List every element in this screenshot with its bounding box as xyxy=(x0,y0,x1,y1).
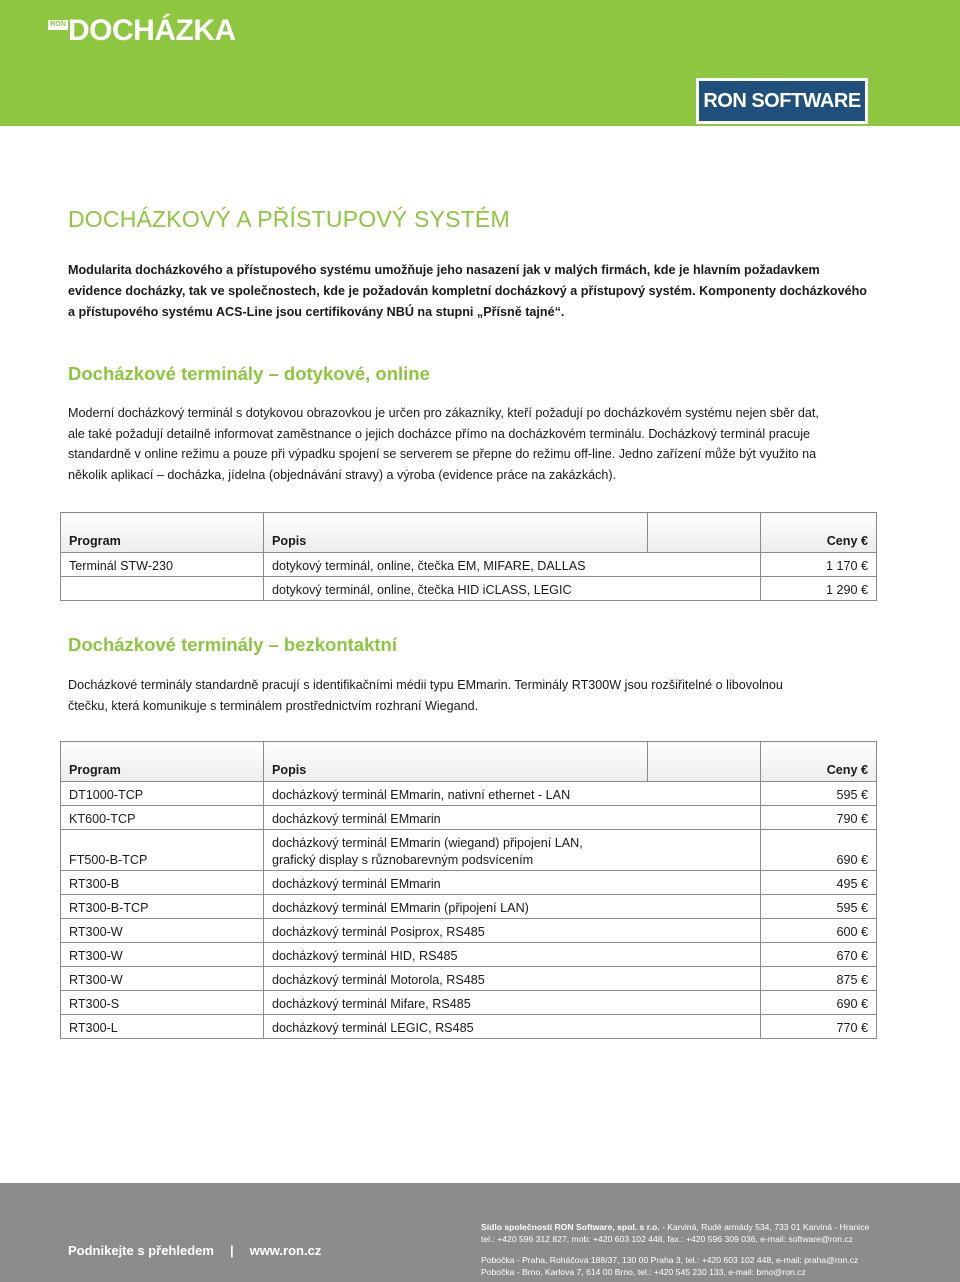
brand-logo-text: RON SOFTWARE xyxy=(703,89,861,112)
cell-program: KT600-TCP xyxy=(61,806,264,830)
cell-cena: 600 € xyxy=(761,919,877,943)
cell-program: Terminál STW-230 xyxy=(61,553,264,577)
section-heading-contactless: Docházkové terminály – bezkontaktní xyxy=(68,634,397,655)
column-header-empty xyxy=(648,742,761,782)
cell-popis: docházkový terminál HID, RS485 xyxy=(264,943,761,967)
table-row xyxy=(61,1015,877,1039)
cell-program: RT300-L xyxy=(61,1015,264,1039)
section-paragraph-touch xyxy=(68,403,878,485)
price-table-touch xyxy=(60,512,877,601)
cell-cena: 875 € xyxy=(761,967,877,991)
ron-small-logo: RON xyxy=(48,20,68,30)
table-row xyxy=(61,991,877,1015)
footer-separator: | xyxy=(229,1243,234,1258)
cell-program: RT300-B xyxy=(61,871,264,895)
footer-hq-address: - Karviná, Rudé armády 534, 733 01 Karviná - Hranice xyxy=(659,1222,870,1232)
table-row xyxy=(61,919,877,943)
price-table-contactless xyxy=(60,741,877,1039)
cell-cena: 1 290 € xyxy=(761,577,877,601)
cell-program: FT500-B-TCP xyxy=(61,830,264,871)
footer-slogan: Podnikejte s přehledem xyxy=(68,1243,214,1258)
cell-popis: docházkový terminál Posiprox, RS485 xyxy=(264,919,761,943)
table-row xyxy=(61,967,877,991)
table-row xyxy=(61,577,877,601)
cell-program xyxy=(61,577,264,601)
cell-cena: 690 € xyxy=(761,991,877,1015)
cell-popis: docházkový terminál EMmarin xyxy=(264,871,761,895)
table-row xyxy=(61,895,877,919)
header-logo xyxy=(48,14,236,48)
cell-program: DT1000-TCP xyxy=(61,782,264,806)
footer-hq-label: Sídlo společnosti RON Software, spol. s r.o. xyxy=(481,1222,660,1232)
cell-cena: 670 € xyxy=(761,943,877,967)
cell-popis xyxy=(264,830,761,871)
section-heading-touch: Docházkové terminály – dotykové, online xyxy=(68,363,430,384)
footer-branch-praha: Pobočka - Praha, Roháčova 188/37, 130 00 Praha 3, tel.: +420 603 102 448, e-mail: praha@ron.cz xyxy=(481,1254,859,1265)
cell-program: RT300-W xyxy=(61,943,264,967)
cell-cena: 595 € xyxy=(761,895,877,919)
paragraph-line: standardně v online režimu a pouze při výpadku spojení se serverem se přepne do režimu off-line. Jedno zařízení může být využito na xyxy=(68,447,817,461)
table-row xyxy=(61,943,877,967)
cell-cena: 495 € xyxy=(761,871,877,895)
page-title: DOCHÁZKOVÝ A PŘÍSTUPOVÝ SYSTÉM xyxy=(68,206,510,232)
table-row xyxy=(61,830,877,871)
footer-hq-line xyxy=(481,1221,951,1233)
intro-line: Modularita docházkového a přístupového systému umožňuje jeho nasazení jak v malých firmách, kde je hlavním požadavkem xyxy=(68,263,820,277)
cell-popis: dotykový terminál, online, čtečka EM, MIFARE, DALLAS xyxy=(264,553,761,577)
cell-program: RT300-W xyxy=(61,967,264,991)
column-header-empty xyxy=(648,513,761,553)
table-header-row xyxy=(61,742,877,782)
paragraph-line: Docházkové terminály standardně pracují s identifikačními médii typu EMmarin. Terminály RT300W jsou rozšiřitelné o libovolnou xyxy=(68,678,783,692)
column-header-ceny: Ceny € xyxy=(761,742,877,782)
footer-slogan-block xyxy=(68,1243,321,1258)
cell-cena: 690 € xyxy=(761,830,877,871)
header-title: DOCHÁZKA xyxy=(68,14,236,47)
cell-popis: docházkový terminál Motorola, RS485 xyxy=(264,967,761,991)
intro-paragraph xyxy=(68,260,878,323)
cell-popis: dotykový terminál, online, čtečka HID iCLASS, LEGIC xyxy=(264,577,761,601)
cell-popis: docházkový terminál LEGIC, RS485 xyxy=(264,1015,761,1039)
cell-program: RT300-W xyxy=(61,919,264,943)
paragraph-line: několik aplikací – docházka, jídelna (objednávání stravy) a výroba (evidence práce na zakázkách). xyxy=(68,467,617,482)
table-row xyxy=(61,806,877,830)
paragraph-line: čtečku, která komunikuje s terminálem prostřednictvím rozhraní Wiegand. xyxy=(68,698,479,713)
table-row xyxy=(61,782,877,806)
cell-popis: docházkový terminál EMmarin xyxy=(264,806,761,830)
cell-cena: 770 € xyxy=(761,1015,877,1039)
table-row xyxy=(61,553,877,577)
cell-popis-line: grafický display s různobarevným podsvícením xyxy=(272,853,534,867)
footer-website-link[interactable]: www.ron.cz xyxy=(249,1243,322,1258)
page-header xyxy=(0,0,960,126)
cell-cena: 790 € xyxy=(761,806,877,830)
page-footer xyxy=(0,1183,960,1282)
footer-branch-brno: Pobočka - Brno, Karlova 7, 614 00 Brno, tel.: +420 545 230 133, e-mail: brno@ron.cz xyxy=(481,1267,806,1278)
column-header-popis: Popis xyxy=(264,742,648,782)
footer-contacts xyxy=(481,1221,951,1279)
brand-logo xyxy=(696,78,868,124)
footer-hq-contact: tel.: +420 596 312 827, mob: +420 603 102 448, fax.: +420 596 309 036, e-mail: software@ron.cz xyxy=(481,1234,854,1245)
cell-program: RT300-S xyxy=(61,991,264,1015)
intro-line: a přístupového systému ACS-Line jsou certifikovány NBÚ na stupni „Přísně tajné“. xyxy=(68,305,565,319)
paragraph-line: Moderní docházkový terminál s dotykovou obrazovkou je určen pro zákazníky, kteří požadují po docházkovém systému nejen sběr dat, xyxy=(68,406,819,420)
cell-cena: 595 € xyxy=(761,782,877,806)
cell-popis: docházkový terminál EMmarin (připojení LAN) xyxy=(264,895,761,919)
intro-line: evidence docházky, tak ve společnostech, kde je požadován kompletní docházkový a přístupový systém. Komponenty docházkového xyxy=(68,284,867,298)
table-row xyxy=(61,871,877,895)
main-content xyxy=(68,204,878,1039)
column-header-program: Program xyxy=(61,742,264,782)
column-header-popis: Popis xyxy=(264,513,648,553)
paragraph-line: ale také požadují detailně informovat zaměstnance o jejich docházce přímo na docházkovém terminálu. Docházkový terminál pracuje xyxy=(68,426,811,441)
cell-popis: docházkový terminál Mifare, RS485 xyxy=(264,991,761,1015)
section-paragraph-contactless xyxy=(68,675,878,716)
cell-cena: 1 170 € xyxy=(761,553,877,577)
table-header-row xyxy=(61,513,877,553)
column-header-ceny: Ceny € xyxy=(761,513,877,553)
cell-program: RT300-B-TCP xyxy=(61,895,264,919)
column-header-program: Program xyxy=(61,513,264,553)
cell-popis: docházkový terminál EMmarin, nativní ethernet - LAN xyxy=(264,782,761,806)
cell-popis-line: docházkový terminál EMmarin (wiegand) připojení LAN, xyxy=(272,836,583,850)
